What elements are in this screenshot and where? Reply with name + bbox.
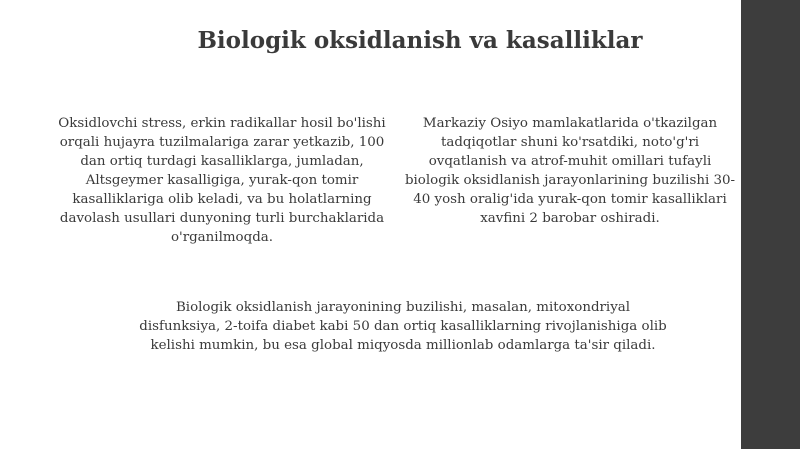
left-paragraph: Oksidlovchi stress, erkin radikallar hosil bo'lishi orqali hujayra tuzilmalariga zarar yetkazib, 100 dan ortiq turdagi kasalliklarga, jumladan, Altsgeymer kasalligiga, yurak-qon tomir kasalliklariga olib keladi, va bu holatlarning davolash usullari dunyoning turli burchaklarida o'rganilmoqda.: [58, 116, 386, 245]
slide-title: Biologik oksidlanish va kasalliklar: [197, 27, 643, 54]
right-paragraph: Markaziy Osiyo mamlakatlarida o'tkazilgan tadqiqotlar shuni ko'rsatdiki, noto'g'ri ovqatlanish va atrof-muhit omillari tufayli biologik oksidlanish jarayonlarining buzilishi 30-40 yosh oralig'ida yurak-qon tomir kasalliklari xavfini 2 barobar oshiradi.: [404, 116, 736, 226]
side-bar: [741, 0, 800, 449]
bottom-paragraph: Biologik oksidlanish jarayonining buzilishi, masalan, mitoxondriyal disfunksiya, 2-toifa diabet kabi 50 dan ortiq kasalliklarning rivojlanishiga olib kelishi mumkin, bu esa global miqyosda millionlab odamlarga ta'sir qiladi.: [139, 300, 667, 353]
